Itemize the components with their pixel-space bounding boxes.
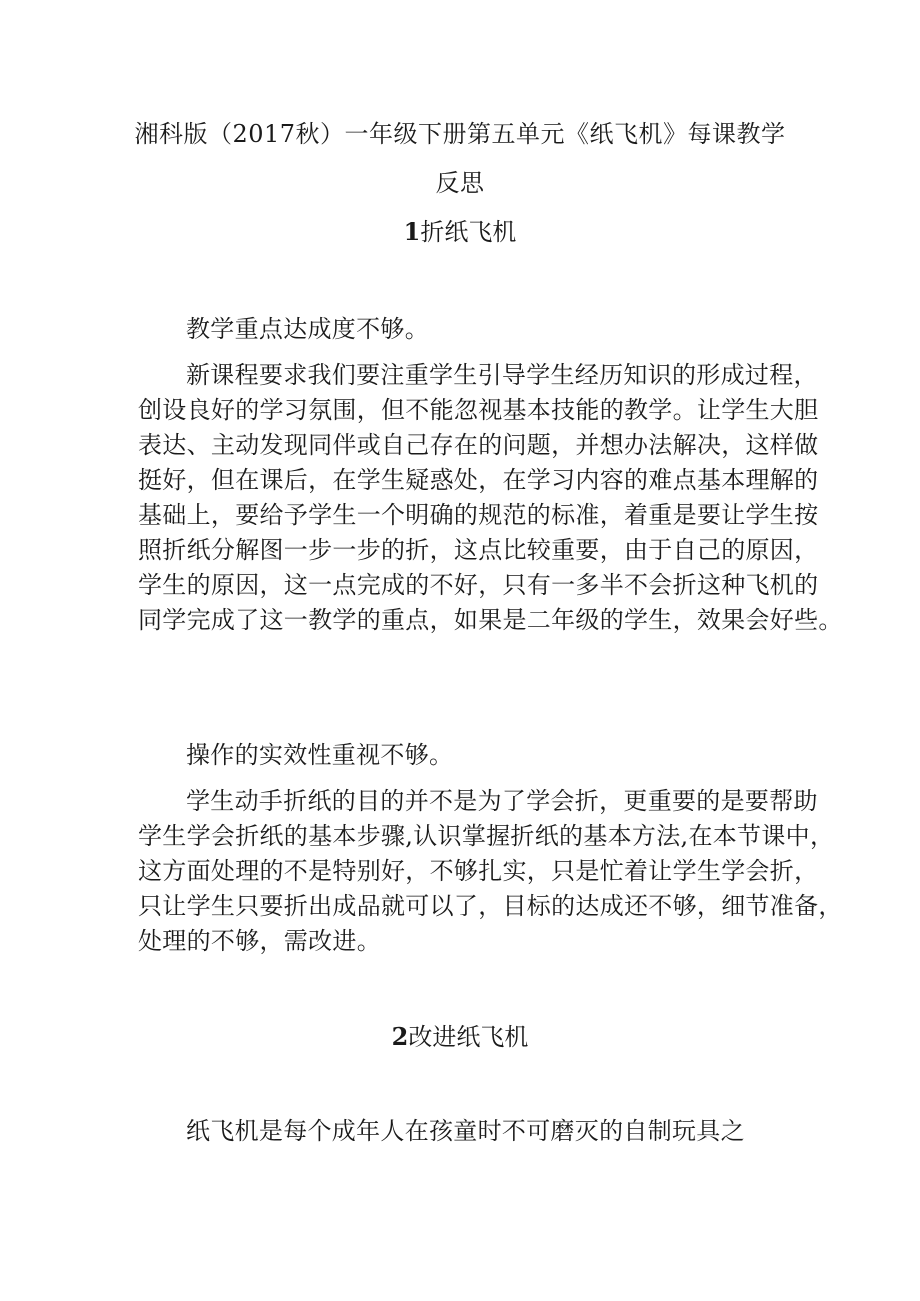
paragraph-line: 学生动手折纸的目的并不是为了学会折，更重要的是要帮助 — [186, 787, 818, 815]
paragraph-line: 只让学生只要折出成品就可以了，目标的达成还不够，细节准备， — [138, 892, 843, 920]
section-1-paragraph-3 — [138, 738, 798, 773]
section-1-paragraph-1 — [138, 312, 798, 347]
document-title-line-1: 湘科版（2017秋）一年级下册第五单元《纸飞机》每课教学 — [134, 120, 786, 148]
paragraph-line: 同学完成了这一教学的重点，如果是二年级的学生，效果会好些。 — [138, 606, 843, 634]
section-1-heading-text: 折纸飞机 — [420, 218, 517, 246]
paragraph-line: 操作的实效性重视不够。 — [186, 741, 454, 769]
paragraph-line: 表达、主动发现同伴或自己存在的问题，并想办法解决，这样做 — [138, 431, 819, 459]
section-1-paragraph-4 — [138, 784, 843, 959]
paragraph-line: 创设良好的学习氛围，但不能忽视基本技能的教学。让学生大胆 — [138, 396, 819, 424]
paragraph-line: 挺好，但在课后，在学生疑惑处，在学习内容的难点基本理解的 — [138, 466, 819, 494]
section-2-number: 2 — [391, 1022, 409, 1051]
paragraph-line: 学生的原因，这一点完成的不好，只有一多半不会折这种飞机的 — [138, 571, 819, 599]
paragraph-line: 纸飞机是每个成年人在孩童时不可磨灭的自制玩具之 — [186, 1117, 745, 1145]
section-2-paragraph-1 — [138, 1114, 798, 1149]
section-1-paragraph-2 — [138, 358, 843, 638]
document-title-line-2: 反思 — [435, 169, 485, 197]
paragraph-line: 处理的不够，需改进。 — [138, 927, 381, 955]
paragraph-line: 教学重点达成度不够。 — [186, 315, 429, 343]
paragraph-line: 学生学会折纸的基本步骤,认识掌握折纸的基本方法,在本节课中， — [138, 822, 835, 850]
paragraph-line: 新课程要求我们要注重学生引导学生经历知识的形成过程， — [186, 361, 818, 389]
paragraph-line: 照折纸分解图一步一步的折，这点比较重要，由于自己的原因， — [138, 536, 819, 564]
section-2-heading-text: 改进纸飞机 — [408, 1023, 529, 1051]
section-2-heading — [100, 1022, 820, 1052]
paragraph-line: 这方面处理的不是特别好，不够扎实，只是忙着让学生学会折， — [138, 857, 819, 885]
section-1-heading — [100, 217, 820, 247]
section-1-number: 1 — [403, 217, 421, 246]
paragraph-line: 基础上，要给予学生一个明确的规范的标准，着重是要让学生按 — [138, 501, 819, 529]
